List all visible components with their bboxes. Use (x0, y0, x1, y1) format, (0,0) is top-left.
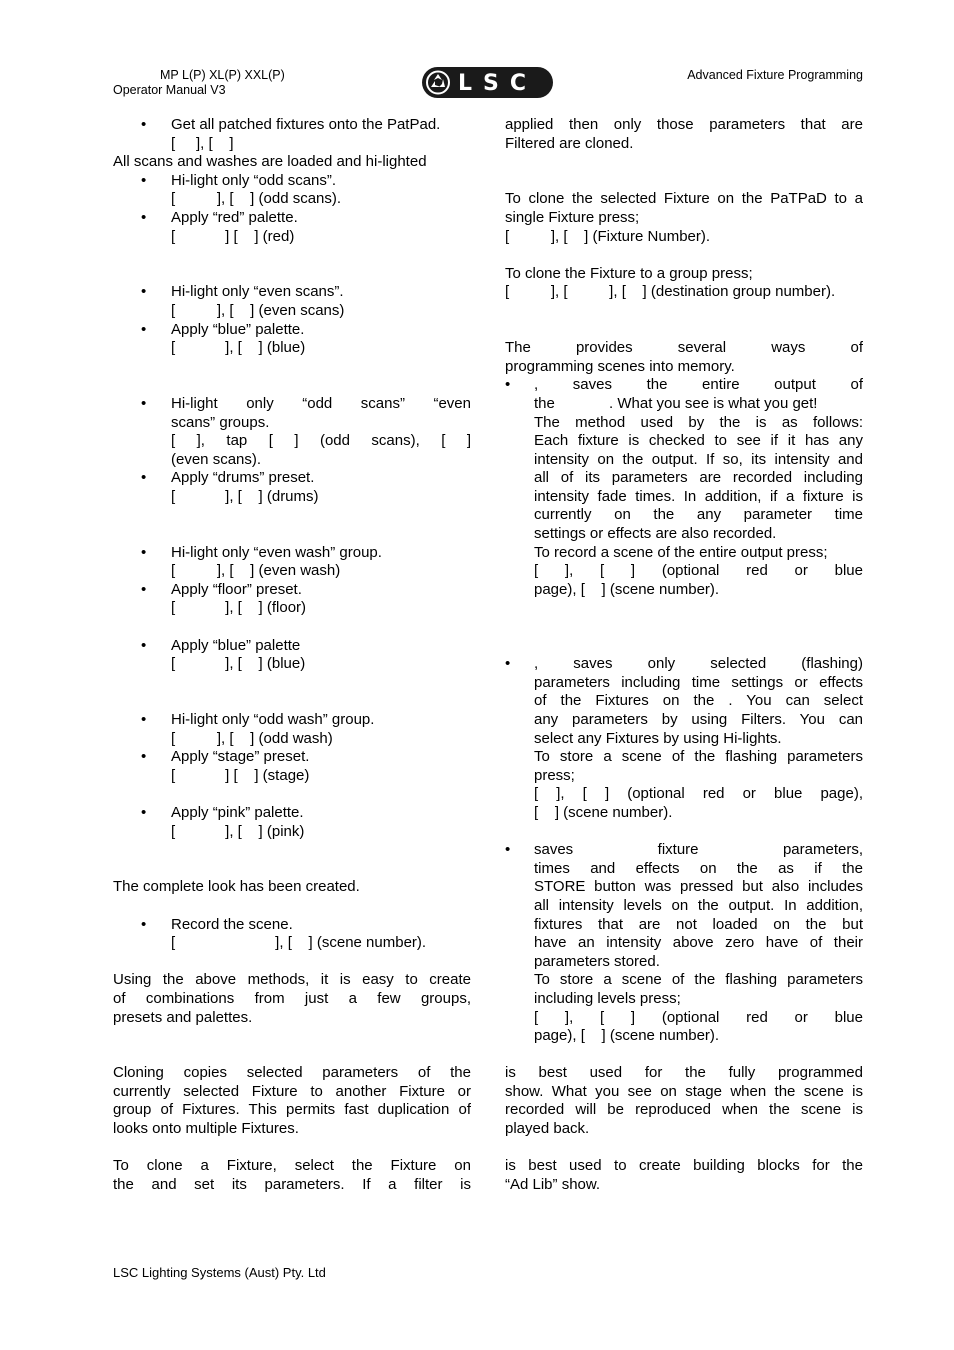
text-line (505, 228, 863, 247)
text-line (505, 860, 863, 879)
text-line (113, 135, 471, 154)
bullet-item (113, 637, 471, 656)
blank-line (113, 1027, 471, 1046)
line-text: page), [ ] (scene number). (534, 1027, 720, 1045)
bullet-item (113, 469, 471, 488)
line-text: intensity on the output. If so, its intensity and (534, 450, 863, 468)
text-line (505, 1009, 863, 1028)
bullet-icon: • (141, 580, 147, 598)
blank-line (113, 953, 471, 972)
text-line (505, 358, 863, 377)
bullet-icon: • (141, 711, 147, 728)
blank-line (505, 302, 863, 321)
blank-line (505, 1139, 863, 1158)
text-line (113, 655, 471, 674)
line-text: fixtures that are not loaded on the but (534, 915, 863, 933)
line-text: press; (534, 766, 575, 784)
line-text: The provides several ways of (505, 339, 863, 357)
text-line (113, 730, 471, 749)
bullet-item (113, 395, 471, 414)
line-text: Apply “floor” preset. (171, 580, 302, 598)
line-text: Hi-light only “even scans”. (171, 283, 344, 301)
line-text: Record the scene. (171, 915, 293, 933)
text-line (113, 451, 471, 470)
line-text: the . What you see is what you get! (534, 394, 818, 412)
text-line (113, 190, 471, 209)
line-text: The complete look has been created. (113, 878, 360, 896)
line-text: Using the above methods, it is easy to create (113, 971, 471, 989)
text-line (505, 116, 863, 135)
blank-line (113, 506, 471, 525)
text-line (505, 767, 863, 786)
line-text: group of Fixtures. This permits fast duplication of (113, 1101, 471, 1119)
blank-line (113, 265, 471, 284)
text-line (113, 1083, 471, 1102)
blank-line (505, 1046, 863, 1065)
text-line (113, 934, 471, 953)
blank-line (113, 618, 471, 637)
line-text: Hi-light only “odd scans” “even (171, 394, 471, 412)
text-line (113, 1009, 471, 1028)
text-line (505, 265, 863, 284)
text-line (505, 1120, 863, 1139)
line-text: saves fixture parameters, (534, 841, 863, 859)
bullet-item (113, 916, 471, 935)
bullet-item (505, 841, 863, 860)
header-chapter: Advanced Fixture Programming (687, 68, 863, 82)
bullet-icon: • (141, 469, 147, 487)
text-line (113, 228, 471, 247)
line-text: Hi-light only “even wash” group. (171, 543, 382, 561)
bullet-icon: • (141, 915, 147, 933)
line-text: [ ], [ ] (even scans) (171, 301, 345, 319)
blank-line (505, 321, 863, 340)
text-line (113, 414, 471, 433)
line-text: [ ] [ ] (red) (171, 227, 295, 245)
text-line (505, 432, 863, 451)
text-line (113, 488, 471, 507)
line-text: programming scenes into memory. (505, 357, 735, 375)
line-text: Hi-light only “odd scans”. (171, 171, 337, 189)
line-text: select any Fixtures by using Hi-lights. (534, 729, 782, 747)
bullet-item (113, 321, 471, 340)
line-text: [ ], [ ] (floor) (171, 599, 307, 617)
text-line (505, 785, 863, 804)
text-line (505, 581, 863, 600)
text-line (113, 767, 471, 786)
blank-line (505, 618, 863, 637)
bullet-icon: • (141, 116, 147, 133)
blank-line (505, 637, 863, 656)
bullet-item (113, 711, 471, 730)
right-column (505, 116, 863, 1194)
line-text: Apply “pink” palette. (171, 803, 304, 821)
line-text: parameters including time settings or effects (534, 673, 863, 691)
line-text: Apply “blue” palette. (171, 320, 305, 338)
line-text: [ ], [ ], [ ] (destination group number). (505, 283, 836, 301)
blank-line (113, 376, 471, 395)
text-line (505, 674, 863, 693)
line-text: of the Fixtures on the . You can select (534, 692, 863, 710)
blank-line (113, 358, 471, 377)
line-text: settings or effects are also recorded. (534, 525, 777, 543)
line-text: Hi-light only “odd wash” group. (171, 711, 375, 728)
bullet-icon: • (141, 543, 147, 561)
line-text: [ ], [ ] (optional red or blue (534, 562, 863, 580)
text-line (113, 971, 471, 990)
line-text: [ ] (scene number). (534, 803, 673, 821)
text-line (505, 562, 863, 581)
text-line (113, 302, 471, 321)
text-line (505, 469, 863, 488)
text-line (505, 1101, 863, 1120)
line-text: the and set its parameters. If a filter is (113, 1175, 471, 1193)
line-text: [ ], [ ] (blue) (171, 655, 306, 673)
blank-line (113, 674, 471, 693)
bullet-icon: • (141, 208, 147, 226)
text-line (505, 804, 863, 823)
line-text: “Ad Lib” show. (505, 1175, 601, 1193)
text-line (113, 1176, 471, 1195)
text-line (505, 451, 863, 470)
text-line (505, 339, 863, 358)
svg-text:LSC: LSC (458, 71, 538, 96)
blank-line (505, 172, 863, 191)
text-line (505, 544, 863, 563)
lsc-logo (421, 66, 554, 99)
blank-line (113, 1139, 471, 1158)
line-text: scans” groups. (171, 413, 270, 431)
header-manual: Operator Manual V3 (113, 83, 226, 97)
text-line (505, 209, 863, 228)
line-text: Apply “blue” palette (171, 636, 301, 654)
line-text: The method used by the is as follows: (534, 413, 863, 431)
text-line (113, 599, 471, 618)
text-line (113, 878, 471, 897)
blank-line (113, 841, 471, 860)
text-line (505, 283, 863, 302)
blank-line (113, 246, 471, 265)
line-text: [ ], [ ] (even wash) (171, 562, 341, 580)
line-text: [ ], [ ] (odd wash) (171, 729, 333, 747)
text-line (505, 934, 863, 953)
footer-company: LSC Lighting Systems (Aust) Pty. Ltd (113, 1265, 326, 1280)
text-line (113, 1120, 471, 1139)
line-text: currently selected Fixture to another Fixture or (113, 1082, 471, 1100)
line-text: presets and palettes. (113, 1008, 253, 1026)
line-text: is best used to create building blocks for the (505, 1157, 863, 1175)
line-text: parameters stored. (534, 952, 660, 970)
bullet-icon: • (141, 394, 147, 412)
text-line (113, 339, 471, 358)
bullet-item (113, 804, 471, 823)
blank-line (505, 823, 863, 842)
text-line (505, 748, 863, 767)
line-text: including levels press; (534, 989, 681, 1007)
line-text: Filtered are cloned. (505, 134, 634, 152)
text-line (505, 971, 863, 990)
blank-line (113, 897, 471, 916)
line-text: of combinations from just a few groups, (113, 989, 471, 1007)
line-text: looks onto multiple Fixtures. (113, 1120, 299, 1138)
blank-line (113, 860, 471, 879)
bullet-item (113, 283, 471, 302)
line-text: Each fixture is checked to see if it has any (534, 432, 863, 450)
blank-line (505, 246, 863, 265)
text-line (505, 953, 863, 972)
text-line (505, 1157, 863, 1176)
line-text: Apply “stage” preset. (171, 748, 310, 766)
bullet-item (113, 544, 471, 563)
text-line (505, 897, 863, 916)
line-text: To clone the selected Fixture on the PaTPaD to a (505, 190, 863, 208)
line-text: [ ], [ ] (odd scans). (171, 190, 342, 208)
text-line (505, 692, 863, 711)
line-text: page), [ ] (scene number). (534, 580, 720, 598)
text-line (113, 990, 471, 1009)
line-text: [ ], [ ] (optional red or blue (534, 1008, 863, 1026)
line-text: played back. (505, 1120, 590, 1138)
blank-line (505, 153, 863, 172)
header-product: MP L(P) XL(P) XXL(P) (160, 68, 285, 82)
text-line (505, 878, 863, 897)
text-line (505, 190, 863, 209)
line-text: any parameters by using Filters. You can (534, 711, 863, 728)
text-line (505, 506, 863, 525)
line-text: all of its parameters are recorded including (534, 469, 863, 487)
line-text: [ ], [ ] (scene number). (171, 934, 427, 952)
bullet-icon: • (141, 748, 147, 766)
line-text: Apply “red” palette. (171, 208, 298, 226)
line-text: intensity fade times. In addition, if a fixture is (534, 487, 863, 505)
line-text: STORE button was pressed but also includes (534, 878, 863, 896)
line-text: To record a scene of the entire output press; (534, 543, 828, 561)
line-text: [ ] [ ] (stage) (171, 766, 310, 784)
text-line (505, 916, 863, 935)
text-line (505, 395, 863, 414)
text-line (505, 525, 863, 544)
text-line (113, 823, 471, 842)
line-text: times and effects on the as if the (534, 859, 863, 877)
line-text: [ ], [ ] (pink) (171, 822, 305, 840)
line-text: [ ], [ ] (optional red or blue page), (534, 785, 863, 803)
text-line (113, 562, 471, 581)
line-text: To clone a Fixture, select the Fixture on (113, 1157, 471, 1175)
line-text: show. What you see on stage when the scene is (505, 1082, 863, 1100)
line-text: currently on the any parameter time (534, 506, 863, 524)
line-text: [ ], [ ] (blue) (171, 339, 306, 357)
line-text: Apply “drums” preset. (171, 469, 315, 487)
line-text: [ ], [ ] (171, 134, 234, 152)
line-text: is best used for the fully programmed (505, 1064, 863, 1082)
bullet-item (113, 172, 471, 191)
line-text: Get all patched fixtures onto the PatPad. (171, 116, 441, 133)
text-line (505, 488, 863, 507)
line-text: To clone the Fixture to a group press; (505, 264, 753, 282)
line-text: all intensity levels on the output. In addition, (534, 896, 863, 914)
text-line (505, 135, 863, 154)
bullet-item (505, 655, 863, 674)
blank-line (113, 525, 471, 544)
bullet-item (113, 116, 471, 135)
text-line (113, 1064, 471, 1083)
text-line (113, 153, 471, 172)
line-text: [ ], [ ] (drums) (171, 487, 319, 505)
bullet-icon: • (505, 655, 511, 673)
bullet-icon: • (141, 636, 147, 654)
text-line (505, 730, 863, 749)
line-text: [ ], [ ] (Fixture Number). (505, 227, 711, 245)
blank-line (505, 599, 863, 618)
bullet-icon: • (505, 841, 511, 859)
text-line (113, 1157, 471, 1176)
line-text: , saves only selected (flashing) (534, 655, 863, 673)
line-text: have an intensity above zero have of their (534, 934, 863, 952)
line-text: (even scans). (171, 450, 262, 468)
blank-line (113, 692, 471, 711)
bullet-item (113, 748, 471, 767)
bullet-icon: • (141, 171, 147, 189)
text-line (113, 1101, 471, 1120)
bullet-icon: • (505, 376, 511, 394)
blank-line (113, 785, 471, 804)
line-text: single Fixture press; (505, 208, 640, 226)
line-text: , saves the entire output of (534, 376, 863, 394)
left-column (113, 116, 471, 1194)
text-line (505, 1083, 863, 1102)
line-text: To store a scene of the flashing parameters (534, 971, 863, 989)
line-text: To store a scene of the flashing parameters (534, 748, 863, 766)
line-text: recorded will be reproduced when the scene is (505, 1101, 863, 1119)
bullet-item (505, 376, 863, 395)
bullet-item (113, 209, 471, 228)
text-line (505, 1064, 863, 1083)
text-line (113, 432, 471, 451)
line-text: [ ], tap [ ] (odd scans), [ ] (171, 432, 471, 450)
text-line (505, 1176, 863, 1195)
bullet-item (113, 581, 471, 600)
text-line (505, 990, 863, 1009)
line-text: Cloning copies selected parameters of the (113, 1064, 471, 1082)
blank-line (113, 1046, 471, 1065)
text-line (505, 711, 863, 730)
line-text: applied then only those parameters that are (505, 116, 863, 133)
bullet-icon: • (141, 803, 147, 821)
text-line (505, 414, 863, 433)
bullet-icon: • (141, 283, 147, 301)
line-text: All scans and washes are loaded and hi-lighted (113, 153, 427, 171)
bullet-icon: • (141, 320, 147, 338)
text-line (505, 1027, 863, 1046)
